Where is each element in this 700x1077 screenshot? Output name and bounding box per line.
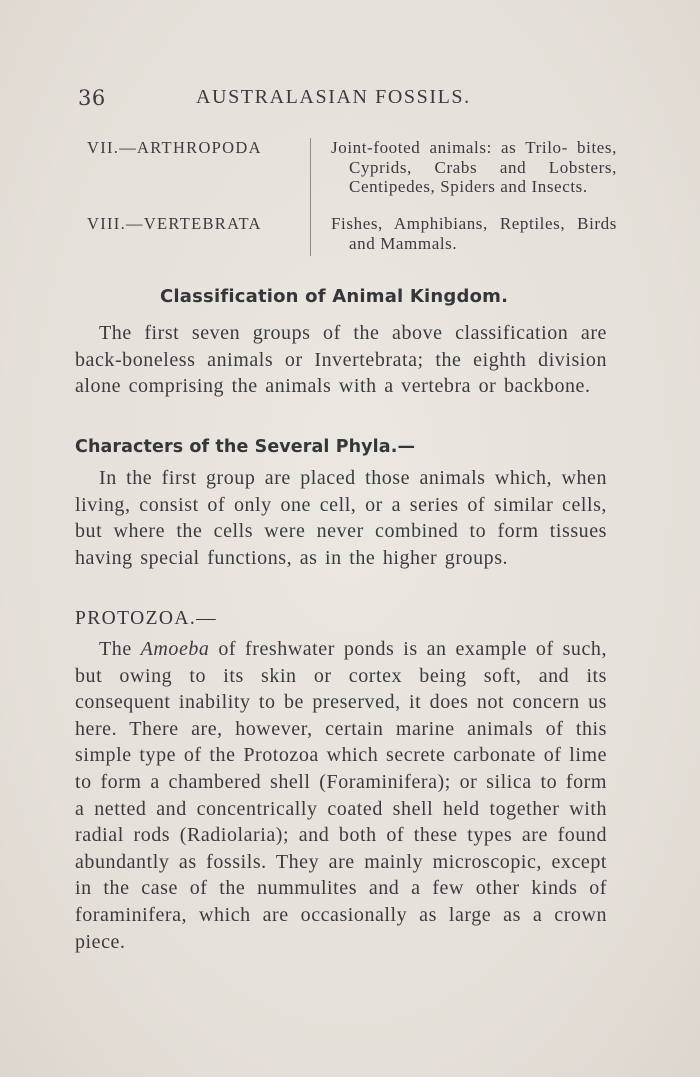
protozoa-body: of freshwater ponds is an example of such, but owing to its skin or cortex being soft, and its consequent inability to be preserved, it does not concern us here. There are, however, certain marine animals of this simple type of the Protozoa which secrete carbonate of lime to form a chambered shell (Foraminifera); or silica to form a netted and concentrically coated shell held together with radial rods (Radiolaria); and both of these types are found abundantly as fossils. They are mainly microscopic, except in the case of the nummulites and a few other kinds of foraminifera, which are occasionally as large as a crown piece.: [75, 638, 607, 953]
page-header: [78, 86, 618, 116]
classification-paragraph: The first seven groups of the above classification are back-boneless animals or Invertebrata; the eighth division alone comprising the animals with a vertebra or backbone.: [75, 322, 607, 398]
phyla-table: [87, 138, 617, 256]
characters-paragraph: In the first group are placed those animals which, when living, consist of only one cell, or a series of similar cells, but where the cells were never combined to form tissues having special functions, as in the higher groups.: [75, 467, 607, 569]
amoeba-term: Amoeba: [140, 638, 210, 660]
protozoa-lead: The: [99, 638, 141, 660]
phylum-row: [87, 138, 617, 214]
protozoa-heading: PROTOZOA.—: [75, 608, 218, 629]
phylum-name: VIII.—VERTEBRATA: [87, 214, 262, 233]
phylum-name: VII.—ARTHROPODA: [87, 138, 262, 157]
phylum-description: Joint-footed animals: as Trilo- bites, Cyprids, Crabs and Lobsters, Centipedes, Spiders and Insects.: [310, 138, 617, 214]
phylum-row: [87, 214, 617, 256]
page-number: 36: [78, 86, 106, 110]
characters-heading: Characters of the Several Phyla.—: [75, 437, 416, 457]
classification-heading: Classification of Animal Kingdom.: [160, 286, 509, 307]
protozoa-paragraph: [75, 636, 607, 955]
running-title: AUSTRALASIAN FOSSILS.: [196, 86, 471, 108]
phylum-description: Fishes, Amphibians, Reptiles, Birds and Mammals.: [310, 214, 617, 256]
